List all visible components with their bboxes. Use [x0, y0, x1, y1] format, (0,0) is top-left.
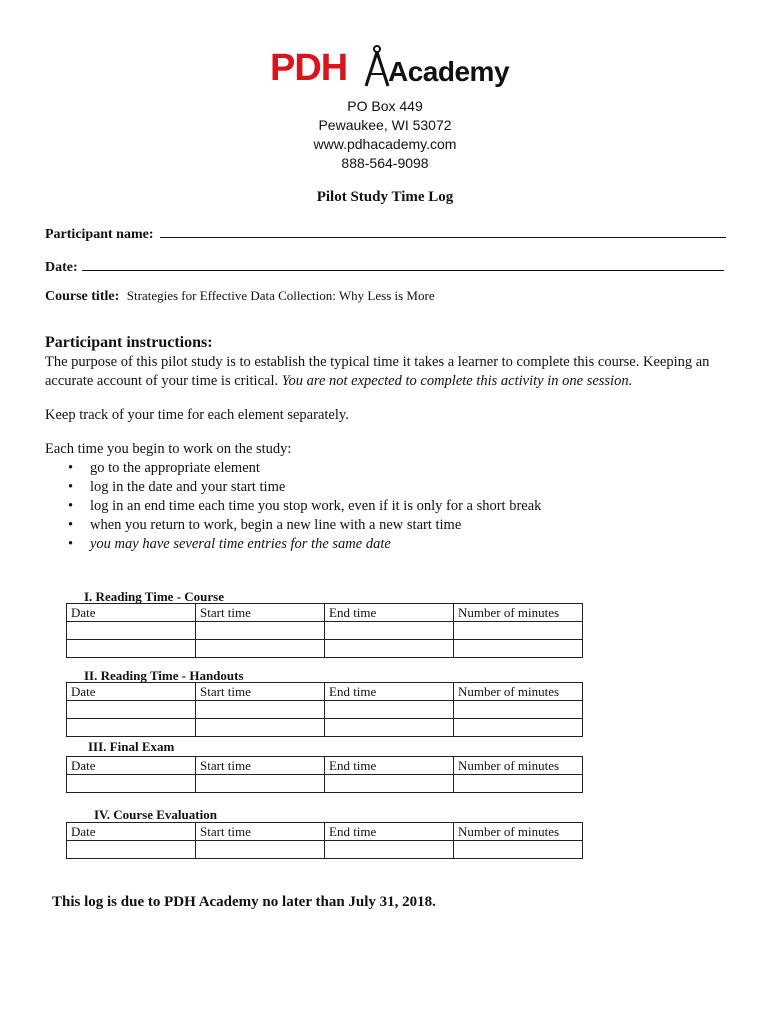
column-header-date: Date	[67, 757, 196, 775]
course-title-row	[45, 288, 435, 305]
column-header-minutes: Number of minutes	[454, 604, 583, 622]
column-header-start: Start time	[196, 823, 325, 841]
date-cell[interactable]	[67, 775, 196, 793]
table-header-row	[67, 823, 583, 841]
column-header-minutes: Number of minutes	[454, 823, 583, 841]
list-item: • log in an end time each time you stop work, even if it is only for a short break	[68, 498, 542, 514]
table-row	[67, 775, 583, 793]
start-time-cell[interactable]	[196, 701, 325, 719]
table-row	[67, 622, 583, 640]
list-item: • you may have several time entries for the same date	[68, 536, 391, 552]
section-course-evaluation-title: IV. Course Evaluation	[94, 807, 217, 822]
bullet-icon: •	[68, 460, 74, 476]
reading-course-table	[66, 603, 583, 658]
table-header-row	[67, 604, 583, 622]
end-time-cell[interactable]	[325, 719, 454, 737]
column-header-date: Date	[67, 604, 196, 622]
instruction-list	[66, 459, 541, 554]
start-time-cell[interactable]	[196, 640, 325, 658]
list-item: • go to the appropriate element	[68, 460, 260, 476]
end-time-cell[interactable]	[325, 622, 454, 640]
minutes-cell[interactable]	[454, 719, 583, 737]
date-cell[interactable]	[67, 640, 196, 658]
column-header-start: Start time	[196, 683, 325, 701]
list-item: • log in the date and your start time	[68, 479, 286, 495]
start-time-cell[interactable]	[196, 719, 325, 737]
participant-name-line[interactable]	[160, 225, 726, 238]
date-field	[45, 258, 724, 276]
date-cell[interactable]	[67, 701, 196, 719]
date-cell[interactable]	[67, 719, 196, 737]
column-header-date: Date	[67, 823, 196, 841]
website-text: www.pdhacademy.com	[313, 136, 457, 152]
end-time-cell[interactable]	[325, 701, 454, 719]
participant-name-label: Participant name:	[45, 227, 154, 242]
keep-track-text: Keep track of your time for each element separately.	[45, 407, 349, 423]
address-line: Pewaukee, WI 53072	[318, 117, 452, 133]
table-row	[67, 719, 583, 737]
table-row	[67, 841, 583, 859]
purpose-text: The purpose of this pilot study is to establish the typical time it takes a learner to complete this course. Keeping an accurate account of your time is critical.	[45, 354, 710, 389]
instructions-purpose	[45, 353, 735, 391]
list-item: • when you return to work, begin a new line with a new start time	[68, 517, 462, 533]
date-label: Date:	[45, 260, 78, 275]
minutes-cell[interactable]	[454, 622, 583, 640]
end-time-cell[interactable]	[325, 775, 454, 793]
due-date-notice: This log is due to PDH Academy no later than July 31, 2018.	[52, 894, 436, 910]
column-header-date: Date	[67, 683, 196, 701]
each-time-text: Each time you begin to work on the study:	[45, 441, 292, 457]
column-header-minutes: Number of minutes	[454, 757, 583, 775]
start-time-cell[interactable]	[196, 775, 325, 793]
minutes-cell[interactable]	[454, 775, 583, 793]
start-time-cell[interactable]	[196, 841, 325, 859]
date-line[interactable]	[82, 258, 724, 271]
column-header-minutes: Number of minutes	[454, 683, 583, 701]
section-final-exam-title: III. Final Exam	[88, 739, 175, 754]
date-cell[interactable]	[67, 841, 196, 859]
logo-academy-text: Academy	[388, 56, 510, 87]
table-header-row	[67, 683, 583, 701]
table-row	[67, 701, 583, 719]
course-title-value: Strategies for Effective Data Collection: Why Less is More	[126, 288, 435, 303]
participant-name-field	[45, 225, 726, 243]
bullet-icon: •	[68, 517, 74, 533]
instructions-heading: Participant instructions:	[45, 334, 213, 351]
start-time-cell[interactable]	[196, 622, 325, 640]
end-time-cell[interactable]	[325, 640, 454, 658]
section-reading-course-title: I. Reading Time - Course	[84, 589, 224, 604]
column-header-end: End time	[325, 683, 454, 701]
address-block	[0, 97, 770, 173]
table-row	[67, 640, 583, 658]
logo-pdh-text: PDH	[270, 47, 348, 89]
bullet-icon: •	[68, 536, 74, 552]
final-exam-table	[66, 756, 583, 793]
date-cell[interactable]	[67, 622, 196, 640]
phone-text: 888-564-9098	[341, 155, 429, 171]
bullet-icon: •	[68, 479, 74, 495]
course-evaluation-table	[66, 822, 583, 859]
minutes-cell[interactable]	[454, 640, 583, 658]
document-title: Pilot Study Time Log	[316, 189, 454, 205]
course-title-label: Course title:	[45, 289, 120, 304]
pdh-academy-logo	[270, 44, 510, 92]
minutes-cell[interactable]	[454, 841, 583, 859]
end-time-cell[interactable]	[325, 841, 454, 859]
column-header-start: Start time	[196, 604, 325, 622]
table-header-row	[67, 757, 583, 775]
bullet-icon: •	[68, 498, 74, 514]
minutes-cell[interactable]	[454, 701, 583, 719]
column-header-end: End time	[325, 604, 454, 622]
section-reading-handouts-title: II. Reading Time - Handouts	[84, 668, 244, 683]
column-header-start: Start time	[196, 757, 325, 775]
column-header-end: End time	[325, 757, 454, 775]
reading-handouts-table	[66, 682, 583, 737]
column-header-end: End time	[325, 823, 454, 841]
address-line: PO Box 449	[347, 98, 423, 114]
purpose-italic-text: You are not expected to complete this activity in one session.	[281, 373, 633, 389]
